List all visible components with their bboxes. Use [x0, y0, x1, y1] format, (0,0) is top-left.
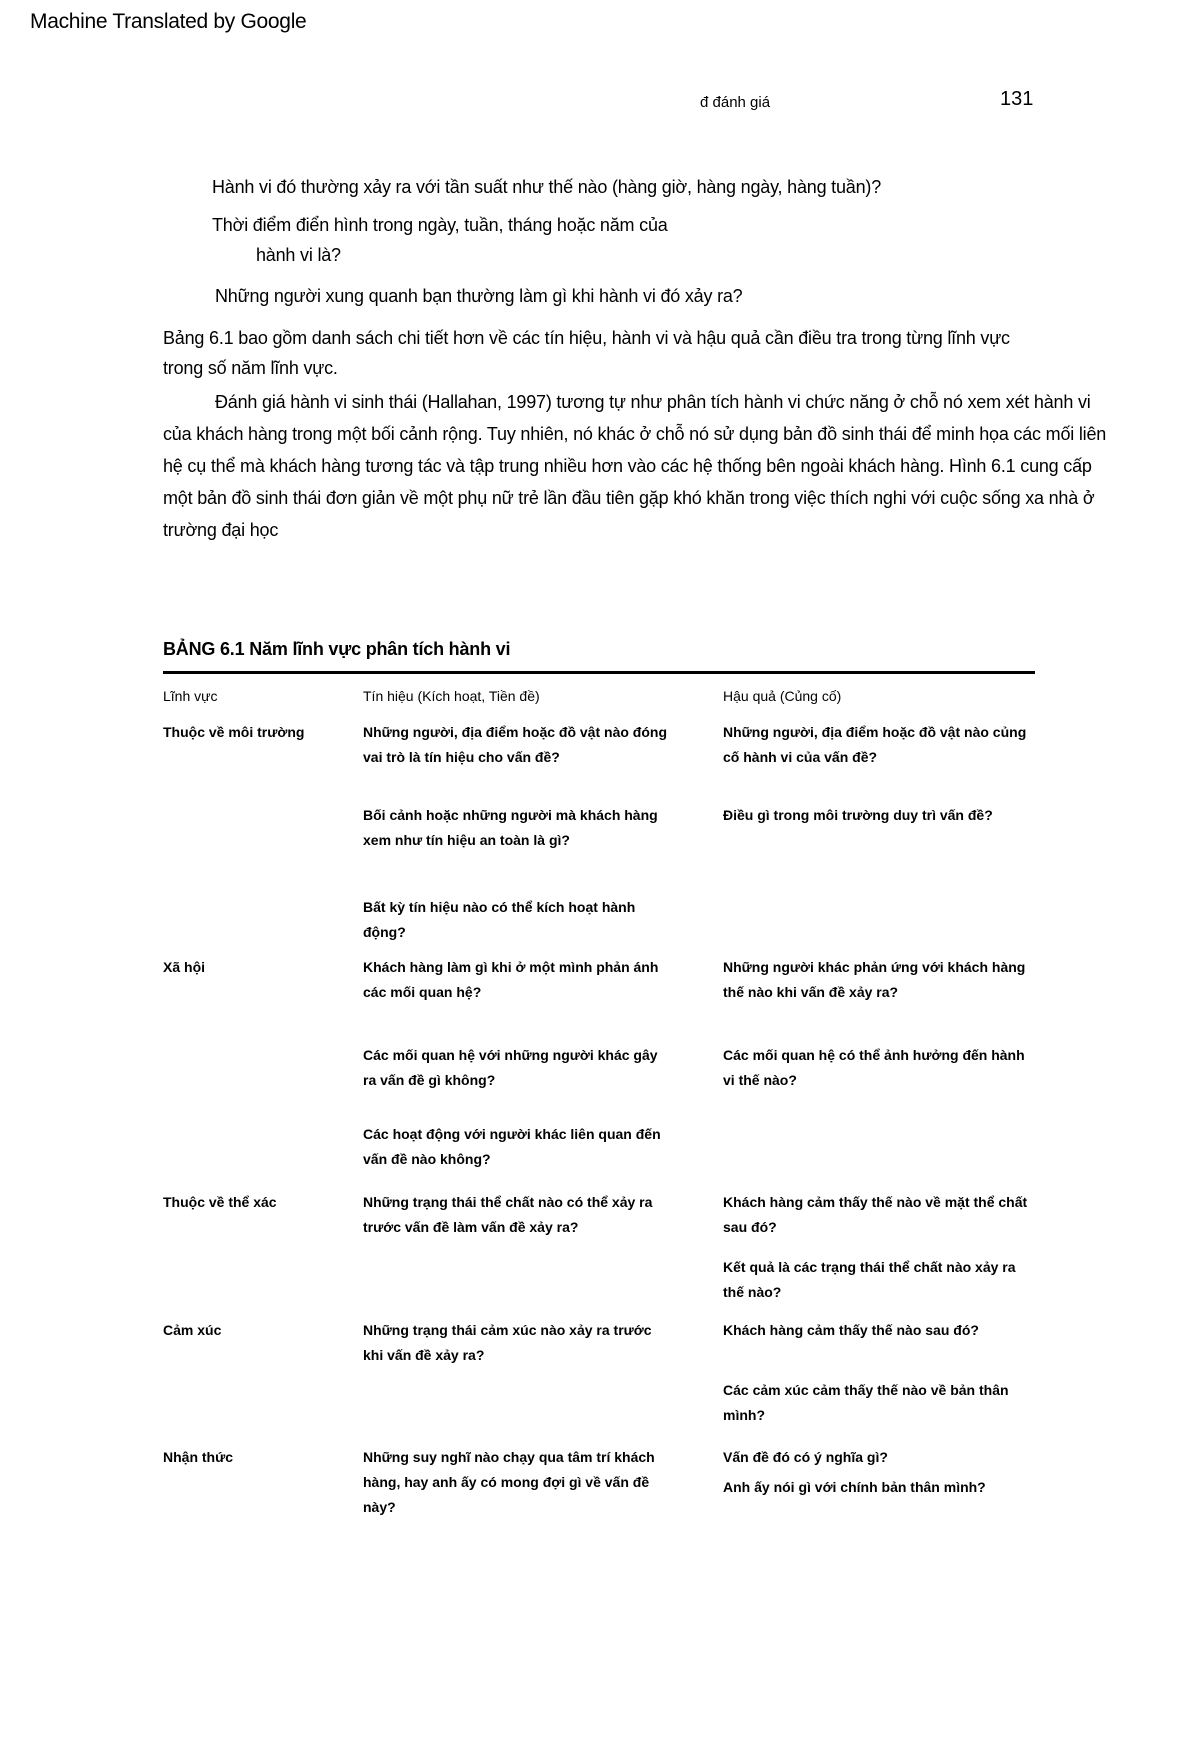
- table-cell-consequence: Các cảm xúc cảm thấy thế nào về bản thân mình?: [723, 1382, 1009, 1423]
- table-cell-consequence: Các mối quan hệ có thể ảnh hưởng đến hành vi thế nào?: [723, 1047, 1025, 1088]
- paragraph-table-intro: Bảng 6.1 bao gồm danh sách chi tiết hơn về các tín hiệu, hành vi và hậu quả cần điều tra trong từng lĩnh vực trong số năm lĩnh vực.: [163, 328, 1010, 378]
- running-head: đ đánh giá: [700, 94, 771, 111]
- table-cell-cue: Các hoạt động với người khác liên quan đến vấn đề nào không?: [363, 1126, 661, 1167]
- page-number: 131: [1000, 88, 1034, 110]
- paragraph-ecological-assessment: Đánh giá hành vi sinh thái (Hallahan, 1997) tương tự như phân tích hành vi chức năng ở chỗ nó xem xét hành vi của khách hàng trong một bối cảnh rộng. Tuy nhiên, nó khác ở chỗ nó sử dụng bản đồ sinh thái để minh họa các mối liên hệ cụ thể mà khách hàng tương tác và tập trung nhiều hơn vào các hệ thống bên ngoài khách hàng. Hình 6.1 cung cấp một bản đồ sinh thái đơn giản về một phụ nữ trẻ lần đầu tiên gặp khó khăn trong việc thích nghi với cuộc sống xa nhà ở trường đại học: [163, 392, 1107, 540]
- table-cell-cue: Những suy nghĩ nào chạy qua tâm trí khách hàng, hay anh ấy có mong đợi gì về vấn đề này?: [363, 1449, 655, 1515]
- table-title: BẢNG 6.1 Năm lĩnh vực phân tích hành vi: [163, 639, 511, 659]
- table-cell-consequence: Vấn đề đó có ý nghĩa gì?: [723, 1449, 888, 1465]
- table-header-cues: Tín hiệu (Kích hoạt, Tiền đề): [363, 688, 540, 704]
- table-row-domain: Cảm xúc: [163, 1322, 222, 1338]
- table-row-domain: Nhận thức: [163, 1449, 234, 1465]
- table-cell-cue: Bối cảnh hoặc những người mà khách hàng xem như tín hiệu an toàn là gì?: [363, 807, 658, 848]
- table-cell-consequence: Kết quả là các trạng thái thể chất nào xảy ra thế nào?: [723, 1259, 1016, 1300]
- table-cell-consequence: Những người khác phản ứng với khách hàng thế nào khi vấn đề xảy ra?: [723, 959, 1026, 1000]
- question-timing-line1: Thời điểm điển hình trong ngày, tuần, tháng hoặc năm của: [212, 215, 668, 235]
- table-cell-cue: Những trạng thái thể chất nào có thể xảy ra trước vấn đề làm vấn đề xảy ra?: [363, 1194, 653, 1235]
- table-row-domain: Thuộc về môi trường: [163, 724, 305, 740]
- table-cell-cue: Khách hàng làm gì khi ở một mình phản ánh các mối quan hệ?: [363, 959, 659, 1000]
- table-cell-cue: Những người, địa điểm hoặc đồ vật nào đóng vai trò là tín hiệu cho vấn đề?: [363, 724, 668, 765]
- table-cell-consequence: Những người, địa điểm hoặc đồ vật nào củng cố hành vi của vấn đề?: [723, 724, 1027, 765]
- question-timing: [212, 210, 862, 270]
- table-cell-consequence: Anh ấy nói gì với chính bản thân mình?: [723, 1479, 986, 1495]
- table-cell-cue: Bất kỳ tín hiệu nào có thể kích hoạt hành động?: [363, 899, 636, 940]
- question-frequency: Hành vi đó thường xảy ra với tần suất như thế nào (hàng giờ, hàng ngày, hàng tuần)?: [212, 177, 882, 197]
- table-top-rule: [163, 671, 1035, 674]
- table-cell-cue: Các mối quan hệ với những người khác gây ra vấn đề gì không?: [363, 1047, 658, 1088]
- table-row-domain: Thuộc về thể xác: [163, 1194, 277, 1210]
- table-cell-consequence: Khách hàng cảm thấy thế nào sau đó?: [723, 1322, 979, 1338]
- question-timing-line2: hành vi là?: [256, 245, 341, 265]
- table-cell-consequence: Khách hàng cảm thấy thế nào về mặt thể chất sau đó?: [723, 1194, 1028, 1235]
- table-cell-consequence: Điều gì trong môi trường duy trì vấn đề?: [723, 807, 993, 823]
- question-others-reaction: Những người xung quanh bạn thường làm gì khi hành vi đó xảy ra?: [215, 286, 743, 306]
- table-cell-cue: Những trạng thái cảm xúc nào xảy ra trước khi vấn đề xảy ra?: [363, 1322, 652, 1363]
- table-header-consequences: Hậu quả (Củng cố): [723, 688, 842, 704]
- table-header-domain: Lĩnh vực: [163, 688, 218, 704]
- table-row-domain: Xã hội: [163, 959, 206, 975]
- machine-translation-banner: Machine Translated by Google: [30, 10, 307, 33]
